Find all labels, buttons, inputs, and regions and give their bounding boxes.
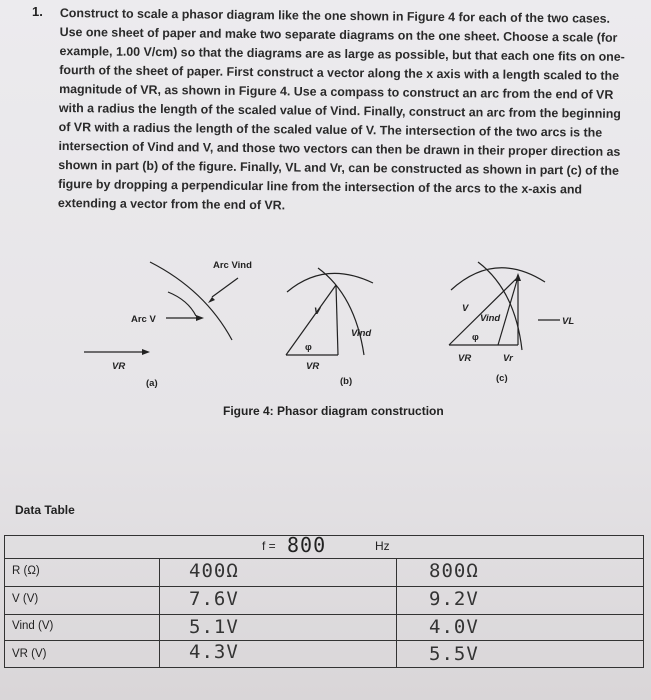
arc-vind-b <box>318 268 364 355</box>
arc-v-c <box>451 268 545 290</box>
label-vr-prime-c: Vr <box>503 353 513 364</box>
figure-caption: Figure 4: Phasor diagram construction <box>223 404 444 418</box>
row-label-vind: Vind (V) <box>12 620 54 632</box>
arrowhead-vr-a <box>142 349 150 355</box>
question-number: 1. <box>32 4 43 19</box>
label-vr-a: VR <box>112 361 126 372</box>
label-vind-c: Vind <box>480 313 501 324</box>
cell-r-case2: 800Ω <box>429 560 479 582</box>
cell-vr-case1: 4.3V <box>189 641 239 663</box>
row-label-voltage: V (V) <box>12 593 39 605</box>
instructions-text: Construct to scale a phasor diagram like the one shown in Figure 4 for each of the two cases. Use one sheet of paper and make two separate diagrams on the one sheet. Choose a scale (for example, 1.00 V/cm) so that the diagrams are as large as possible, but that each one fits on one-fourth of the sheet of paper. First construct a vector along the x axis with a length scaled to the magnitude of VR, as shown in Figure 4. Use a compass to construct an arc from the end of VR with a radius the length of the scaled value of Vind. Finally, construct an arc from the beginning of VR with a radius the length of the scaled value of V. The intersection of the two arcs is the intersection of Vind and V, and those two vectors can then be drawn in their proper direction as shown in part (b) of the figure. Finally, VL and Vr, can be constructed as shown in part (c) of the figure by dropping a perpendicular line from the intersection of the arcs to the x-axis and extending a vector from the end of VR. <box>57 5 625 213</box>
label-v-b: V <box>314 306 321 317</box>
arc-v-a <box>168 292 196 316</box>
frequency-value: 800 <box>287 533 327 557</box>
table-divider <box>4 586 644 587</box>
arrow-arc-vind-a <box>212 278 238 297</box>
label-part-a: (a) <box>146 378 158 389</box>
label-phi-c: φ <box>472 332 479 343</box>
table-divider <box>4 614 644 615</box>
label-arc-v: Arc V <box>131 314 156 325</box>
vector-vind-b <box>336 285 338 355</box>
row-label-vr: VR (V) <box>12 648 47 660</box>
arc-v-b <box>287 273 373 292</box>
cell-v-case1: 7.6V <box>189 588 239 610</box>
label-vind-b: Vind <box>351 328 372 339</box>
table-column-divider <box>396 558 397 668</box>
label-phi-b: φ <box>305 342 312 353</box>
table-divider <box>4 640 644 641</box>
label-part-c: (c) <box>496 373 508 384</box>
arrowhead-vl-c <box>515 273 521 281</box>
label-arc-vind: Arc Vind <box>213 260 252 271</box>
label-v-c: V <box>462 303 469 314</box>
frequency-label: f = <box>262 539 276 553</box>
label-vr-b: VR <box>306 361 320 372</box>
table-column-divider <box>159 558 160 668</box>
data-table-title: Data Table <box>15 503 75 517</box>
row-label-resistance: R (Ω) <box>12 565 40 577</box>
table-divider <box>4 558 644 559</box>
data-table <box>4 535 644 668</box>
label-part-b: (b) <box>340 376 353 387</box>
cell-vind-case1: 5.1V <box>189 616 239 638</box>
label-vl-c: VL <box>562 316 575 327</box>
cell-vr-case2: 5.5V <box>429 643 479 665</box>
arrowhead-arc-v-a <box>196 315 204 321</box>
label-vr-c: VR <box>458 353 472 364</box>
cell-vind-case2: 4.0V <box>429 616 479 638</box>
arc-vind-a <box>150 262 232 340</box>
arrowhead-arc-vind-a <box>208 297 215 303</box>
cell-r-case1: 400Ω <box>189 560 239 582</box>
cell-v-case2: 9.2V <box>429 588 479 610</box>
frequency-unit: Hz <box>375 539 390 553</box>
